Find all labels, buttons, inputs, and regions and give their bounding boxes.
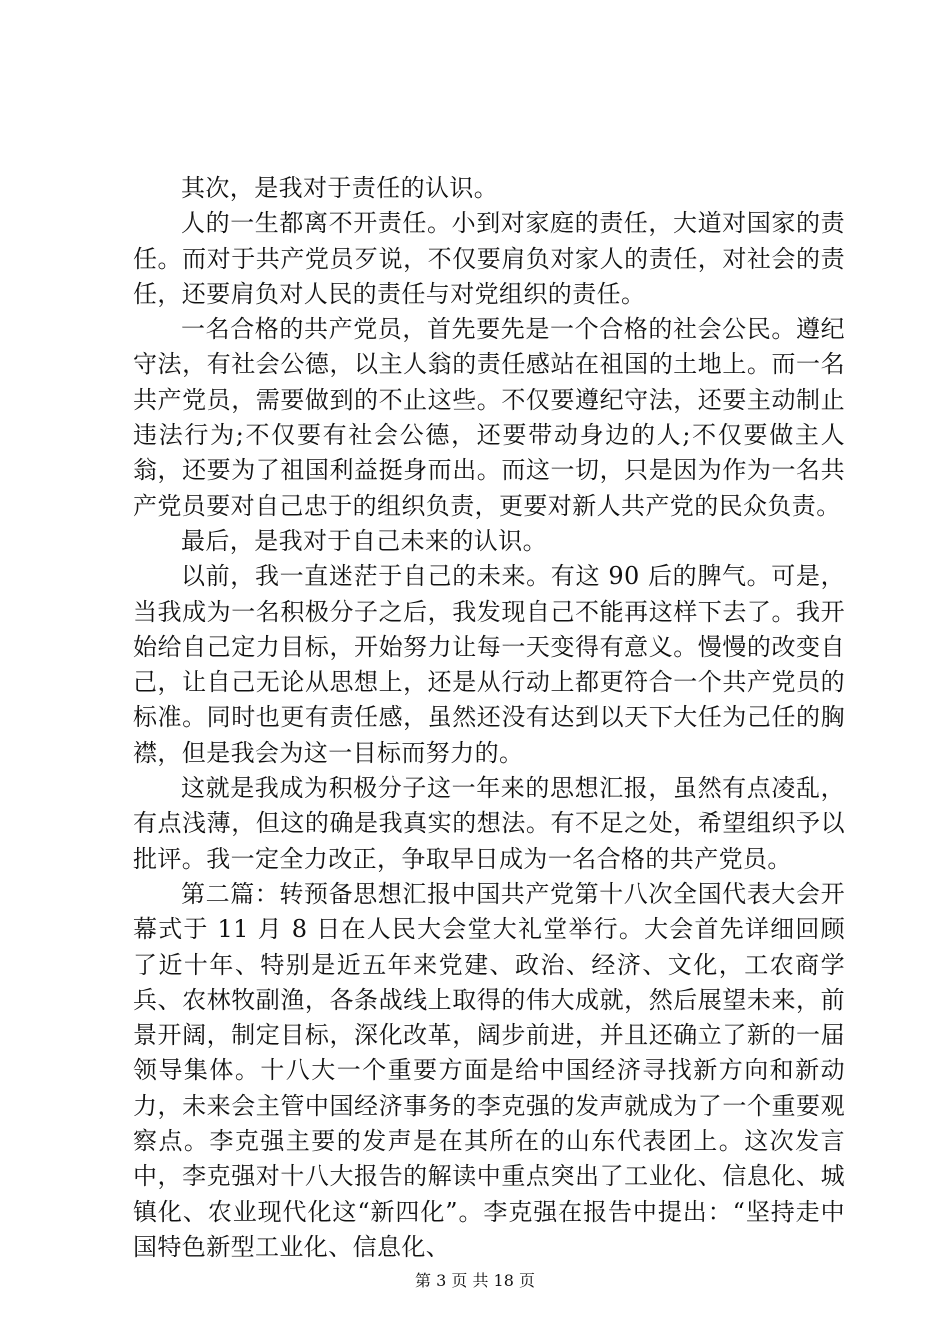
page-footer <box>0 1271 950 1291</box>
paragraph-2: 人的一生都离不开责任。小到对家庭的责任，大道对国家的责任。而对于共产党员歹说，不仅要肩负对家人的责任，对社会的责任，还要肩负对人民的责任与对党组织的责任。 <box>133 209 845 308</box>
paragraph-4: 最后，是我对于自己未来的认识。 <box>181 526 547 555</box>
paragraph-6: 这就是我成为积极分子这一年来的思想汇报，虽然有点凌乱，有点浅薄，但这的确是我真实的想法。有不足之处，希望组织予以批评。我一定全力改正，争取早日成为一名合格的共产党员。 <box>133 774 845 873</box>
paragraph-3: 一名合格的共产党员，首先要先是一个合格的社会公民。遵纪守法，有社会公德，以主人翁的责任感站在祖国的土地上。而一名共产党员，需要做到的不止这些。不仅要遵纪守法，还要主动制止违法行为;不仅要有社会公德，还要带动身边的人;不仅要做主人翁，还要为了祖国利益挺身而出。而这一切，只是因为作为一名共产党员要对自己忠于的组织负责，更要对新人共产党的民众负责。 <box>133 315 845 520</box>
page-number-label: 第 3 页 共 18 页 <box>415 1271 535 1290</box>
document-body <box>133 171 845 1265</box>
paragraph-1: 其次，是我对于责任的认识。 <box>181 174 499 202</box>
paragraph-7: 第二篇：转预备思想汇报中国共产党第十八次全国代表大会开幕式于 11 月 8 日在人民大会堂大礼堂举行。大会首先详细回顾了近十年、特别是近五年来党建、政治、经济、文化，工农商学兵、农林牧副渔，各条战线上取得的伟大成就，然后展望未来，前景开阔，制定目标，深化改革，阔步前进，并且还确立了新的一届领导集体。十八大一个重要方面是给中国经济寻找新方向和新动力，未来会主管中国经济事务的李克强的发声就成为了一个重要观察点。李克强主要的发声是在其所在的山东代表团上。这次发言中，李克强对十八大报告的解读中重点突出了工业化、信息化、城镇化、农业现代化这“新四化”。李克强在报告中提出：“坚持走中国特色新型工业化、信息化、 <box>133 879 845 1261</box>
paragraph-5: 以前，我一直迷茫于自己的未来。有这 90 后的脾气。可是，当我成为一名积极分子之后，我发现自己不能再这样下去了。我开始给自己定力目标，开始努力让每一天变得有意义。慢慢的改变自己，让自己无论从思想上，还是从行动上都更符合一个共产党员的标准。同时也更有责任感，虽然还没有达到以天下大任为己任的胸襟，但是我会为这一目标而努力的。 <box>133 562 845 767</box>
